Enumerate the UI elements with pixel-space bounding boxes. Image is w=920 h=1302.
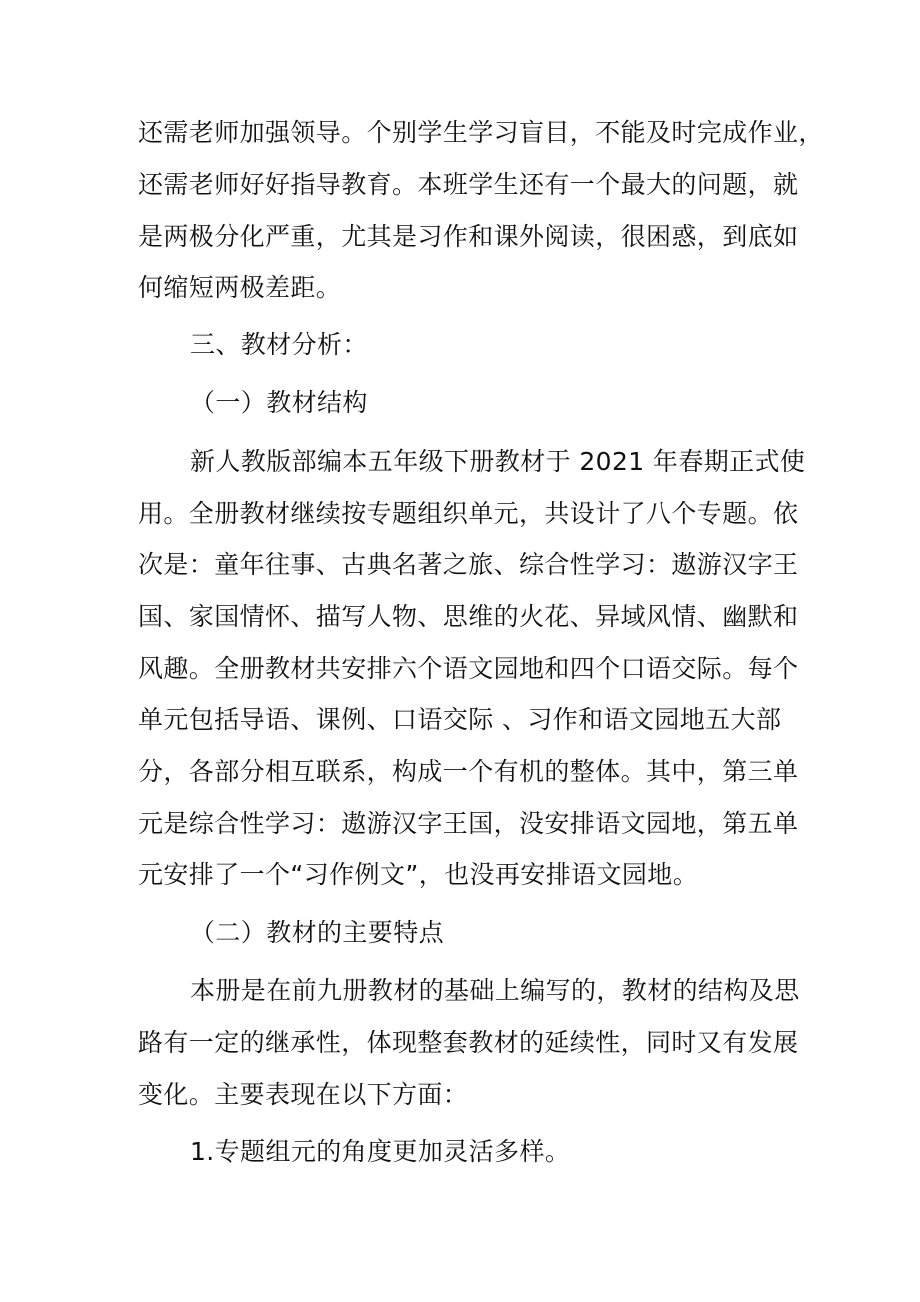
paragraph-3-line-1: 本册是在前九册教材的基础上编写的，教材的结构及思 [190, 976, 800, 1005]
subheading-features: （二）教材的主要特点 [190, 918, 445, 947]
paragraph-2-line-9: 元安排了一个“习作例文”，也没再安排语文园地。 [138, 860, 699, 889]
list-item-1: 1.专题组元的角度更加灵活多样。 [190, 1137, 571, 1166]
paragraph-2-line-5: 风趣。全册教材共安排六个语文园地和四个口语交际。每个 [138, 654, 799, 683]
paragraph-3-line-3: 变化。主要表现在以下方面： [138, 1080, 469, 1109]
paragraph-2-line-8: 元是综合性学习：遨游汉字王国，没安排语文园地，第五单 [138, 809, 799, 838]
paragraph-2-line-4: 国、家国情怀、描写人物、思维的火花、异域风情、幽默和 [138, 602, 799, 631]
paragraph-1-line-4: 何缩短两极差距。 [138, 273, 342, 302]
paragraph-2-line-7: 分，各部分相互联系，构成一个有机的整体。其中，第三单 [138, 757, 799, 786]
paragraph-3-line-2: 路有一定的继承性，体现整套教材的延续性，同时又有发展 [138, 1028, 799, 1057]
paragraph-2-line-6: 单元包括导语、课例、口语交际 、习作和语文园地五大部 [138, 705, 782, 734]
paragraph-1-line-1: 还需老师加强领导。个别学生学习盲目，不能及时完成作业， [138, 118, 824, 147]
paragraph-2-line-1: 新人教版部编本五年级下册教材于 2021 年春期正式使 [190, 447, 806, 476]
paragraph-1-line-2: 还需老师好好指导教育。本班学生还有一个最大的问题，就 [138, 170, 799, 199]
section-heading-3: 三、教材分析： [190, 330, 368, 359]
paragraph-2-line-3: 次是：童年往事、古典名著之旅、综合性学习：遨游汉字王 [138, 550, 799, 579]
paragraph-2-line-2: 用。全册教材继续按专题组织单元，共设计了八个专题。依 [138, 499, 799, 528]
paragraph-1-line-3: 是两极分化严重，尤其是习作和课外阅读，很困惑，到底如 [138, 222, 799, 251]
subheading-structure: （一）教材结构 [190, 388, 368, 417]
